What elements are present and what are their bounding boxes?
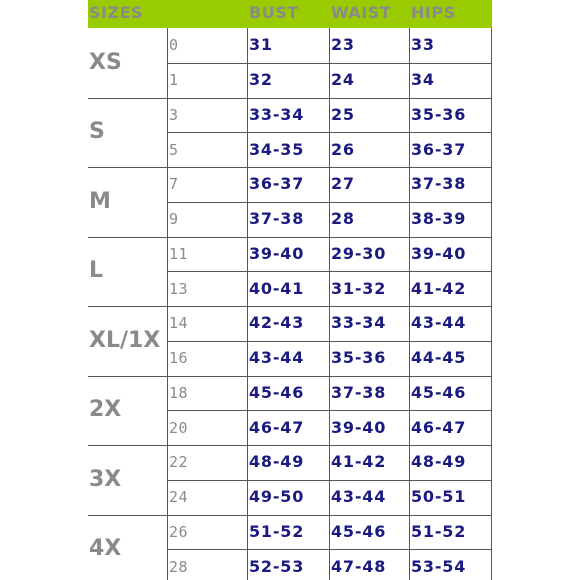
hips-value: 37-38	[411, 174, 467, 193]
bust-value: 51-52	[249, 522, 305, 541]
size-number: 26	[169, 523, 189, 541]
bust-value: 39-40	[249, 244, 305, 263]
size-number: 28	[169, 558, 189, 576]
bust-value: 36-37	[249, 174, 305, 193]
header-hips: HIPS	[411, 3, 456, 22]
waist-value: 24	[331, 70, 355, 89]
size-number: 5	[169, 141, 179, 159]
column-divider	[329, 28, 330, 580]
waist-value: 41-42	[331, 452, 387, 471]
bust-value: 45-46	[249, 383, 305, 402]
column-divider	[247, 28, 248, 580]
waist-value: 27	[331, 174, 355, 193]
hips-value: 53-54	[411, 557, 467, 576]
size-number: 20	[169, 419, 189, 437]
hips-value: 51-52	[411, 522, 467, 541]
group-divider	[88, 98, 492, 99]
size-number: 18	[169, 384, 189, 402]
waist-value: 29-30	[331, 244, 387, 263]
group-divider	[88, 237, 492, 238]
hips-value: 50-51	[411, 487, 467, 506]
size-number: 0	[169, 36, 179, 54]
column-divider	[167, 28, 168, 580]
hips-value: 43-44	[411, 313, 467, 332]
waist-value: 23	[331, 35, 355, 54]
size-number: 16	[169, 349, 189, 367]
size-label: L	[89, 258, 104, 283]
waist-value: 26	[331, 140, 355, 159]
column-divider	[491, 28, 492, 580]
hips-value: 33	[411, 35, 435, 54]
bust-value: 48-49	[249, 452, 305, 471]
bust-value: 33-34	[249, 105, 305, 124]
size-label: M	[89, 189, 111, 214]
hips-value: 39-40	[411, 244, 467, 263]
group-divider	[88, 306, 492, 307]
waist-value: 28	[331, 209, 355, 228]
bust-value: 37-38	[249, 209, 305, 228]
waist-value: 35-36	[331, 348, 387, 367]
group-divider	[88, 515, 492, 516]
row-divider	[167, 410, 492, 411]
waist-value: 25	[331, 105, 355, 124]
group-divider	[88, 167, 492, 168]
waist-value: 39-40	[331, 418, 387, 437]
bust-value: 34-35	[249, 140, 305, 159]
size-number: 24	[169, 488, 189, 506]
size-number: 3	[169, 106, 179, 124]
bust-value: 40-41	[249, 279, 305, 298]
size-number: 9	[169, 210, 179, 228]
bust-value: 52-53	[249, 557, 305, 576]
hips-value: 36-37	[411, 140, 467, 159]
hips-value: 44-45	[411, 348, 467, 367]
size-label: 4X	[89, 536, 122, 561]
size-label: 2X	[89, 397, 122, 422]
size-number: 11	[169, 245, 189, 263]
size-number: 14	[169, 314, 189, 332]
bust-value: 49-50	[249, 487, 305, 506]
bust-value: 46-47	[249, 418, 305, 437]
row-divider	[167, 341, 492, 342]
waist-value: 43-44	[331, 487, 387, 506]
row-divider	[167, 480, 492, 481]
size-number: 13	[169, 280, 189, 298]
size-label: 3X	[89, 467, 122, 492]
row-divider	[167, 63, 492, 64]
size-label: XL/1X	[89, 328, 161, 353]
bust-value: 42-43	[249, 313, 305, 332]
row-divider	[167, 202, 492, 203]
bust-value: 43-44	[249, 348, 305, 367]
waist-value: 33-34	[331, 313, 387, 332]
column-divider	[409, 28, 410, 580]
hips-value: 46-47	[411, 418, 467, 437]
size-number: 7	[169, 175, 179, 193]
hips-value: 35-36	[411, 105, 467, 124]
header-sizes: SIZES	[89, 3, 144, 22]
row-divider	[167, 549, 492, 550]
size-label: S	[89, 119, 105, 144]
hips-value: 34	[411, 70, 435, 89]
group-divider	[88, 445, 492, 446]
row-divider	[167, 132, 492, 133]
hips-value: 41-42	[411, 279, 467, 298]
waist-value: 47-48	[331, 557, 387, 576]
waist-value: 37-38	[331, 383, 387, 402]
size-label: XS	[89, 50, 122, 75]
size-number: 22	[169, 453, 189, 471]
bust-value: 32	[249, 70, 273, 89]
waist-value: 31-32	[331, 279, 387, 298]
waist-value: 45-46	[331, 522, 387, 541]
hips-value: 48-49	[411, 452, 467, 471]
size-number: 1	[169, 71, 179, 89]
header-waist: WAIST	[331, 3, 392, 22]
header-bust: BUST	[249, 3, 299, 22]
group-divider	[88, 376, 492, 377]
hips-value: 45-46	[411, 383, 467, 402]
row-divider	[167, 271, 492, 272]
hips-value: 38-39	[411, 209, 467, 228]
bust-value: 31	[249, 35, 273, 54]
